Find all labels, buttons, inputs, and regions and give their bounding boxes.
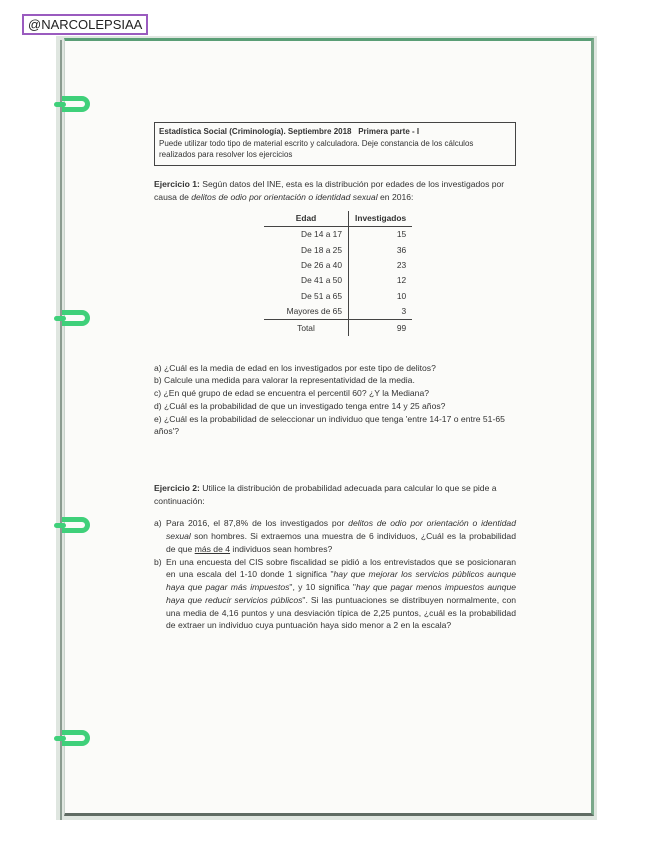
binding-line — [60, 40, 62, 820]
question-b: b) Calcule una medida para valorar la representatividad de la media. — [154, 375, 415, 386]
exercise-1-text-b: en 2016: — [377, 191, 414, 202]
item-label: a) — [154, 518, 162, 529]
cell-edad: De 26 a 40 — [264, 258, 349, 273]
binder-ring-icon — [62, 730, 90, 746]
cell-edad: De 18 a 25 — [264, 242, 349, 257]
cell-edad: De 51 a 65 — [264, 288, 349, 303]
exercise-2-items — [154, 517, 516, 631]
exercise-2-item-a — [154, 517, 516, 555]
cell-total-label: Total — [264, 320, 349, 336]
exercise-1-text-italic: delitos de odio por orientación o identidad sexual — [191, 191, 378, 202]
exam-content — [154, 122, 516, 632]
table-row — [264, 304, 412, 320]
cell-edad: De 14 a 17 — [264, 226, 349, 242]
cell-investigados: 3 — [401, 306, 407, 317]
exercise-2-intro: Utilice la distribución de probabilidad adecuada para calcular lo que se pide a continuación: — [154, 483, 497, 506]
exam-instructions: Puede utilizar todo tipo de material escrito y calculadora. Deje constancia de los cálculos realizados para resolver los ejercicios — [159, 138, 474, 160]
cell-investigados: 36 — [396, 244, 407, 255]
cell-investigados: 23 — [396, 260, 407, 271]
column-header-investigados: Investigados — [349, 211, 413, 226]
exercise-1 — [154, 178, 516, 203]
exam-part: Primera parte - I — [358, 127, 420, 136]
item-label: b) — [154, 556, 162, 567]
table-row — [264, 226, 412, 242]
column-header-edad: Edad — [264, 211, 349, 226]
table-row — [264, 273, 412, 288]
item-b-italic-2: hay que pagar menos impuestos aunque haya que reducir servicios públicos — [166, 582, 517, 605]
cell-total-value: 99 — [349, 320, 413, 336]
question-e: e) ¿Cuál es la probabilidad de seleccionar un individuo que tenga 'entre 14-17 o entre 51-65 años'? — [154, 413, 505, 437]
cell-edad: De 41 a 50 — [264, 273, 349, 288]
exercise-2 — [154, 482, 516, 507]
item-b-text-1: En una encuesta del CIS sobre fiscalidad se pidió a los entrevistados que se posicionaran en una escala del 1-10 donde 1 significa " — [166, 556, 516, 580]
age-distribution-table — [264, 211, 412, 336]
table-header-row — [264, 211, 412, 226]
exercise-1-questions — [154, 362, 516, 438]
item-b-italic-1: hay que mejorar los servicios públicos aunque haya que pagar más impuestos — [166, 569, 516, 593]
table-row — [264, 258, 412, 273]
cell-investigados: 10 — [396, 290, 407, 301]
item-a-text-1: Para 2016, el 87,8% de los investigados por — [166, 518, 349, 529]
binder-ring-icon — [62, 310, 90, 326]
item-b-text-2: ", y 10 significa " — [289, 582, 356, 593]
binder-ring-icon — [62, 96, 90, 112]
exam-header — [154, 122, 516, 166]
item-text — [166, 517, 516, 555]
item-a-underline: más de 4 — [194, 543, 231, 554]
question-a: a) ¿Cuál es la media de edad en los investigados por este tipo de delitos? — [154, 362, 436, 373]
exercise-1-label: Ejercicio 1: — [154, 178, 200, 189]
exam-title — [159, 126, 511, 138]
cell-investigados: 15 — [396, 229, 407, 240]
cell-edad: Mayores de 65 — [264, 304, 349, 320]
binder-ring-icon — [62, 517, 90, 533]
watermark-label: @NARCOLEPSIAA — [22, 14, 148, 35]
item-b-text-3: ". Si las puntuaciones se distribuyen normalmente, con una media de 4,16 puntos y una desviación típica de 2,25 puntos, ¿cuál es la probabilidad de extraer un individuo cuya puntuación haya sido menor a 2 en la escala? — [166, 594, 517, 631]
item-a-text-3: individuos sean hombres? — [230, 543, 333, 554]
exercise-2-item-b — [154, 556, 516, 632]
item-a-italic-1: delitos de odio por orientación o identidad sexual — [166, 518, 516, 542]
exercise-1-text-a: Según datos del INE, esta es la distribución por edades de los investigados por causa de — [154, 178, 505, 202]
cell-investigados: 12 — [396, 275, 407, 286]
item-a-text-2: son hombres. Si extraemos una muestra de 6 individuos, ¿Cuál es la probabilidad de que — [166, 531, 516, 554]
question-d: d) ¿Cuál es la probabilidad de que un investigado tenga entre 14 y 25 años? — [154, 400, 446, 411]
table-row — [264, 288, 412, 303]
table-total-row — [264, 320, 412, 336]
question-c: c) ¿En qué grupo de edad se encuentra el percentil 60? ¿Y la Mediana? — [154, 388, 430, 399]
item-text — [166, 556, 516, 632]
exam-title-text: Estadística Social (Criminología). Septiembre 2018 — [159, 127, 352, 136]
exercise-2-label: Ejercicio 2: — [154, 483, 200, 494]
table-row — [264, 242, 412, 257]
